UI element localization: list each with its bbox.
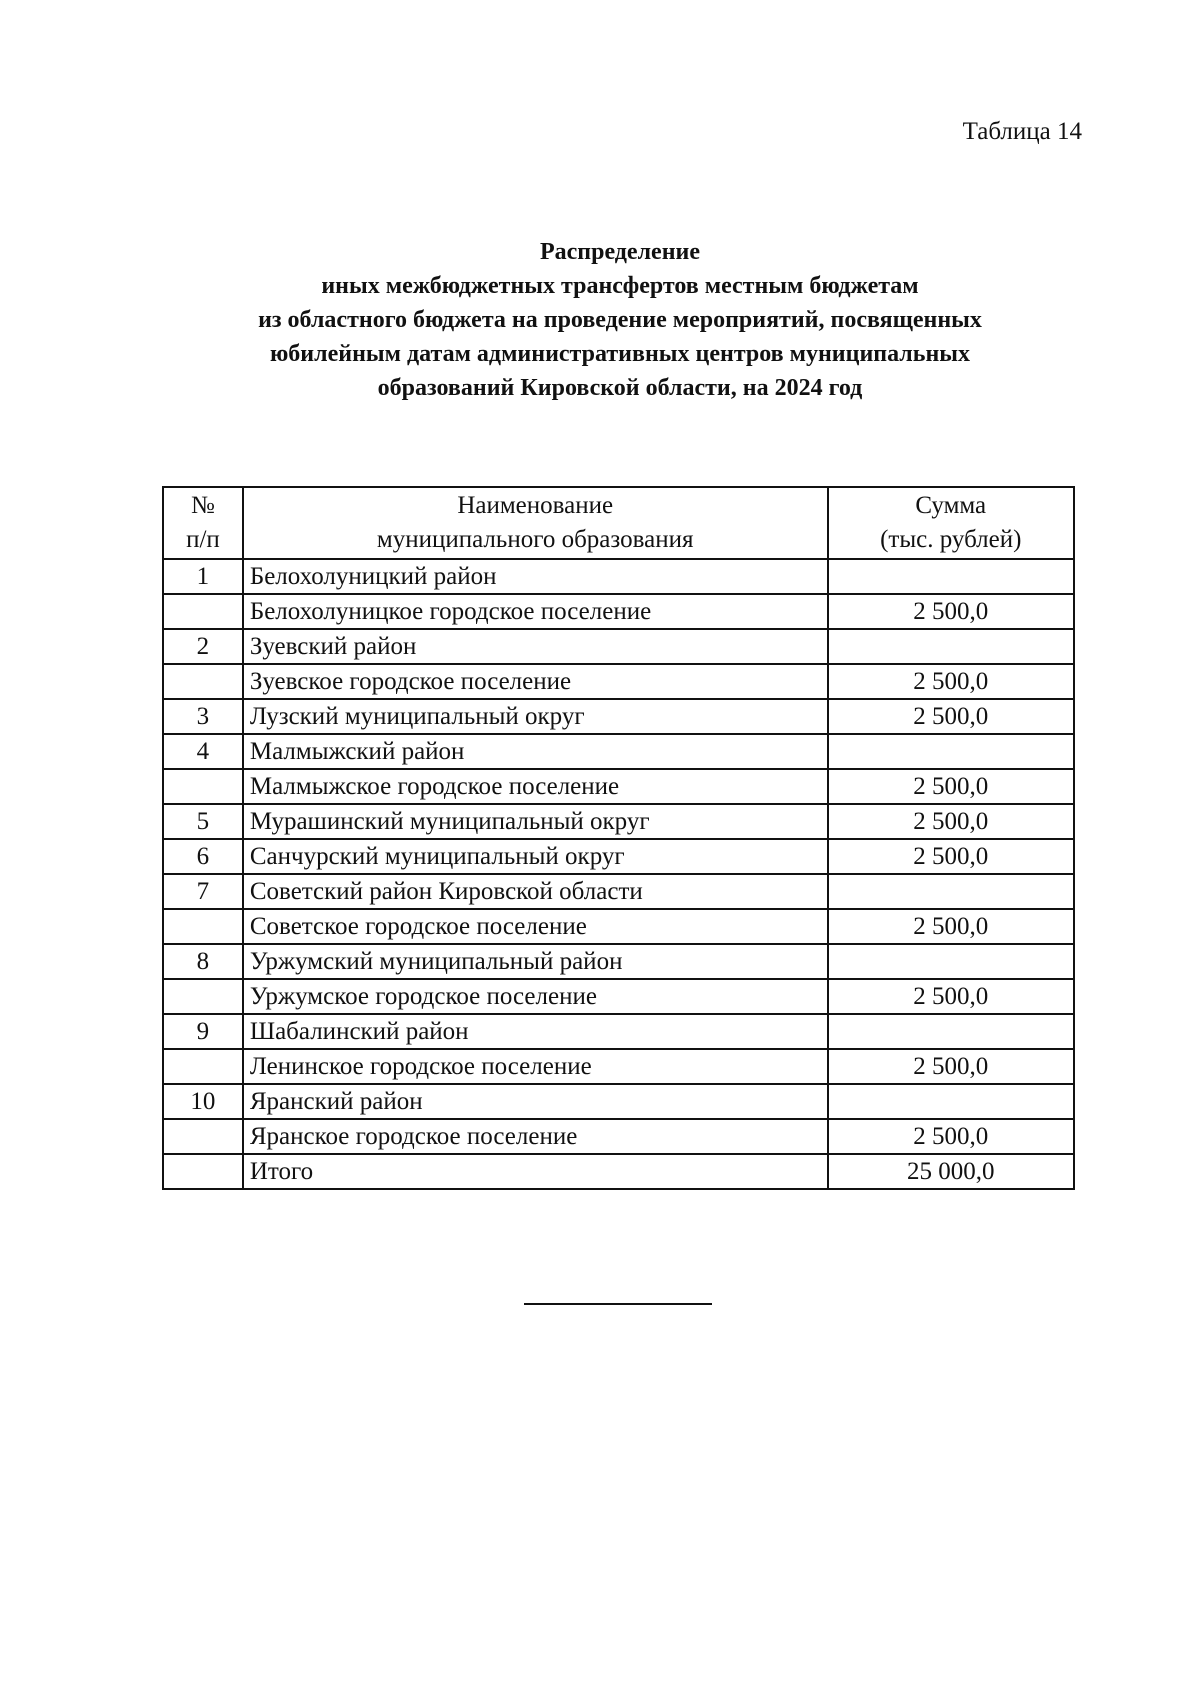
- row-number: 5: [163, 804, 243, 839]
- row-name: Зуевский район: [243, 629, 828, 664]
- row-name: Уржумское городское поселение: [243, 979, 828, 1014]
- row-name: Ленинское городское поселение: [243, 1049, 828, 1084]
- row-sum: [828, 559, 1074, 594]
- row-name: Белохолуницкий район: [243, 559, 828, 594]
- table-row: [163, 1084, 1074, 1119]
- table-row: [163, 909, 1074, 944]
- row-name: Советское городское поселение: [243, 909, 828, 944]
- row-name: Мурашинский муниципальный округ: [243, 804, 828, 839]
- table-row: [163, 979, 1074, 1014]
- row-name: Зуевское городское поселение: [243, 664, 828, 699]
- table-row: [163, 1049, 1074, 1084]
- row-number: [163, 1119, 243, 1154]
- table-row: [163, 1014, 1074, 1049]
- table-row: [163, 629, 1074, 664]
- row-sum: [828, 874, 1074, 909]
- row-number: 6: [163, 839, 243, 874]
- header-sum-line-2: (тыс. рублей): [880, 526, 1022, 553]
- table-row: [163, 839, 1074, 874]
- row-sum: 2 500,0: [828, 1119, 1074, 1154]
- row-number: 3: [163, 699, 243, 734]
- total-row: [163, 1154, 1074, 1189]
- heading-line-3: из областного бюджета на проведение мероприятий, посвященных: [258, 307, 982, 333]
- row-sum: [828, 734, 1074, 769]
- row-number: [163, 979, 243, 1014]
- total-number: [163, 1154, 243, 1189]
- header-name-line-2: муниципального образования: [376, 526, 694, 553]
- row-name: Советский район Кировской области: [243, 874, 828, 909]
- heading-line-4: юбилейным датам административных центров муниципальных: [269, 341, 971, 367]
- row-number: [163, 664, 243, 699]
- row-sum: 2 500,0: [828, 769, 1074, 804]
- table-header: [163, 487, 1074, 559]
- heading-line-1: Распределение: [539, 239, 701, 265]
- row-sum: 2 500,0: [828, 839, 1074, 874]
- row-sum: [828, 1014, 1074, 1049]
- row-sum: 2 500,0: [828, 664, 1074, 699]
- table-row: [163, 699, 1074, 734]
- header-sum: [828, 487, 1074, 559]
- row-name: Шабалинский район: [243, 1014, 828, 1049]
- table-row: [163, 944, 1074, 979]
- row-sum: 2 500,0: [828, 1049, 1074, 1084]
- row-number: [163, 769, 243, 804]
- row-name: Санчурский муниципальный округ: [243, 839, 828, 874]
- row-number: [163, 909, 243, 944]
- table-row: [163, 1119, 1074, 1154]
- table-row: [163, 734, 1074, 769]
- header-row: [163, 487, 1074, 559]
- table-body: [163, 559, 1074, 1189]
- row-number: 10: [163, 1084, 243, 1119]
- row-number: 4: [163, 734, 243, 769]
- row-sum: [828, 629, 1074, 664]
- table-row: [163, 559, 1074, 594]
- header-sum-line-1: Сумма: [915, 492, 987, 519]
- table-row: [163, 664, 1074, 699]
- heading-line-5: образований Кировской области, на 2024 год: [377, 375, 863, 401]
- heading-line-2: иных межбюджетных трансфертов местным бюджетам: [321, 273, 919, 299]
- row-number: 2: [163, 629, 243, 664]
- header-name: [243, 487, 828, 559]
- row-sum: [828, 944, 1074, 979]
- row-number: 7: [163, 874, 243, 909]
- row-name: Малмыжское городское поселение: [243, 769, 828, 804]
- table-row: [163, 769, 1074, 804]
- row-name: Лузский муниципальный округ: [243, 699, 828, 734]
- header-number-line-2: п/п: [186, 526, 220, 553]
- row-number: 9: [163, 1014, 243, 1049]
- table-number-label: Таблица 14: [962, 118, 1082, 145]
- row-sum: [828, 1084, 1074, 1119]
- row-name: Малмыжский район: [243, 734, 828, 769]
- table-row: [163, 594, 1074, 629]
- row-number: [163, 1049, 243, 1084]
- table-row: [163, 874, 1074, 909]
- row-sum: 2 500,0: [828, 594, 1074, 629]
- row-name: Яранское городское поселение: [243, 1119, 828, 1154]
- row-sum: 2 500,0: [828, 909, 1074, 944]
- row-number: 8: [163, 944, 243, 979]
- row-name: Белохолуницкое городское поселение: [243, 594, 828, 629]
- row-sum: 2 500,0: [828, 804, 1074, 839]
- header-name-line-1: Наименование: [457, 492, 614, 519]
- table-row: [163, 804, 1074, 839]
- document-heading: [150, 235, 1090, 405]
- total-label: Итого: [243, 1154, 828, 1189]
- row-name: Уржумский муниципальный район: [243, 944, 828, 979]
- end-of-document-line: [524, 1303, 712, 1305]
- row-number: 1: [163, 559, 243, 594]
- header-number-line-1: №: [191, 492, 215, 519]
- total-sum: 25 000,0: [828, 1154, 1074, 1189]
- distribution-table: [162, 486, 1075, 1190]
- row-sum: 2 500,0: [828, 979, 1074, 1014]
- row-name: Яранский район: [243, 1084, 828, 1119]
- row-number: [163, 594, 243, 629]
- row-sum: 2 500,0: [828, 699, 1074, 734]
- header-number: [163, 487, 243, 559]
